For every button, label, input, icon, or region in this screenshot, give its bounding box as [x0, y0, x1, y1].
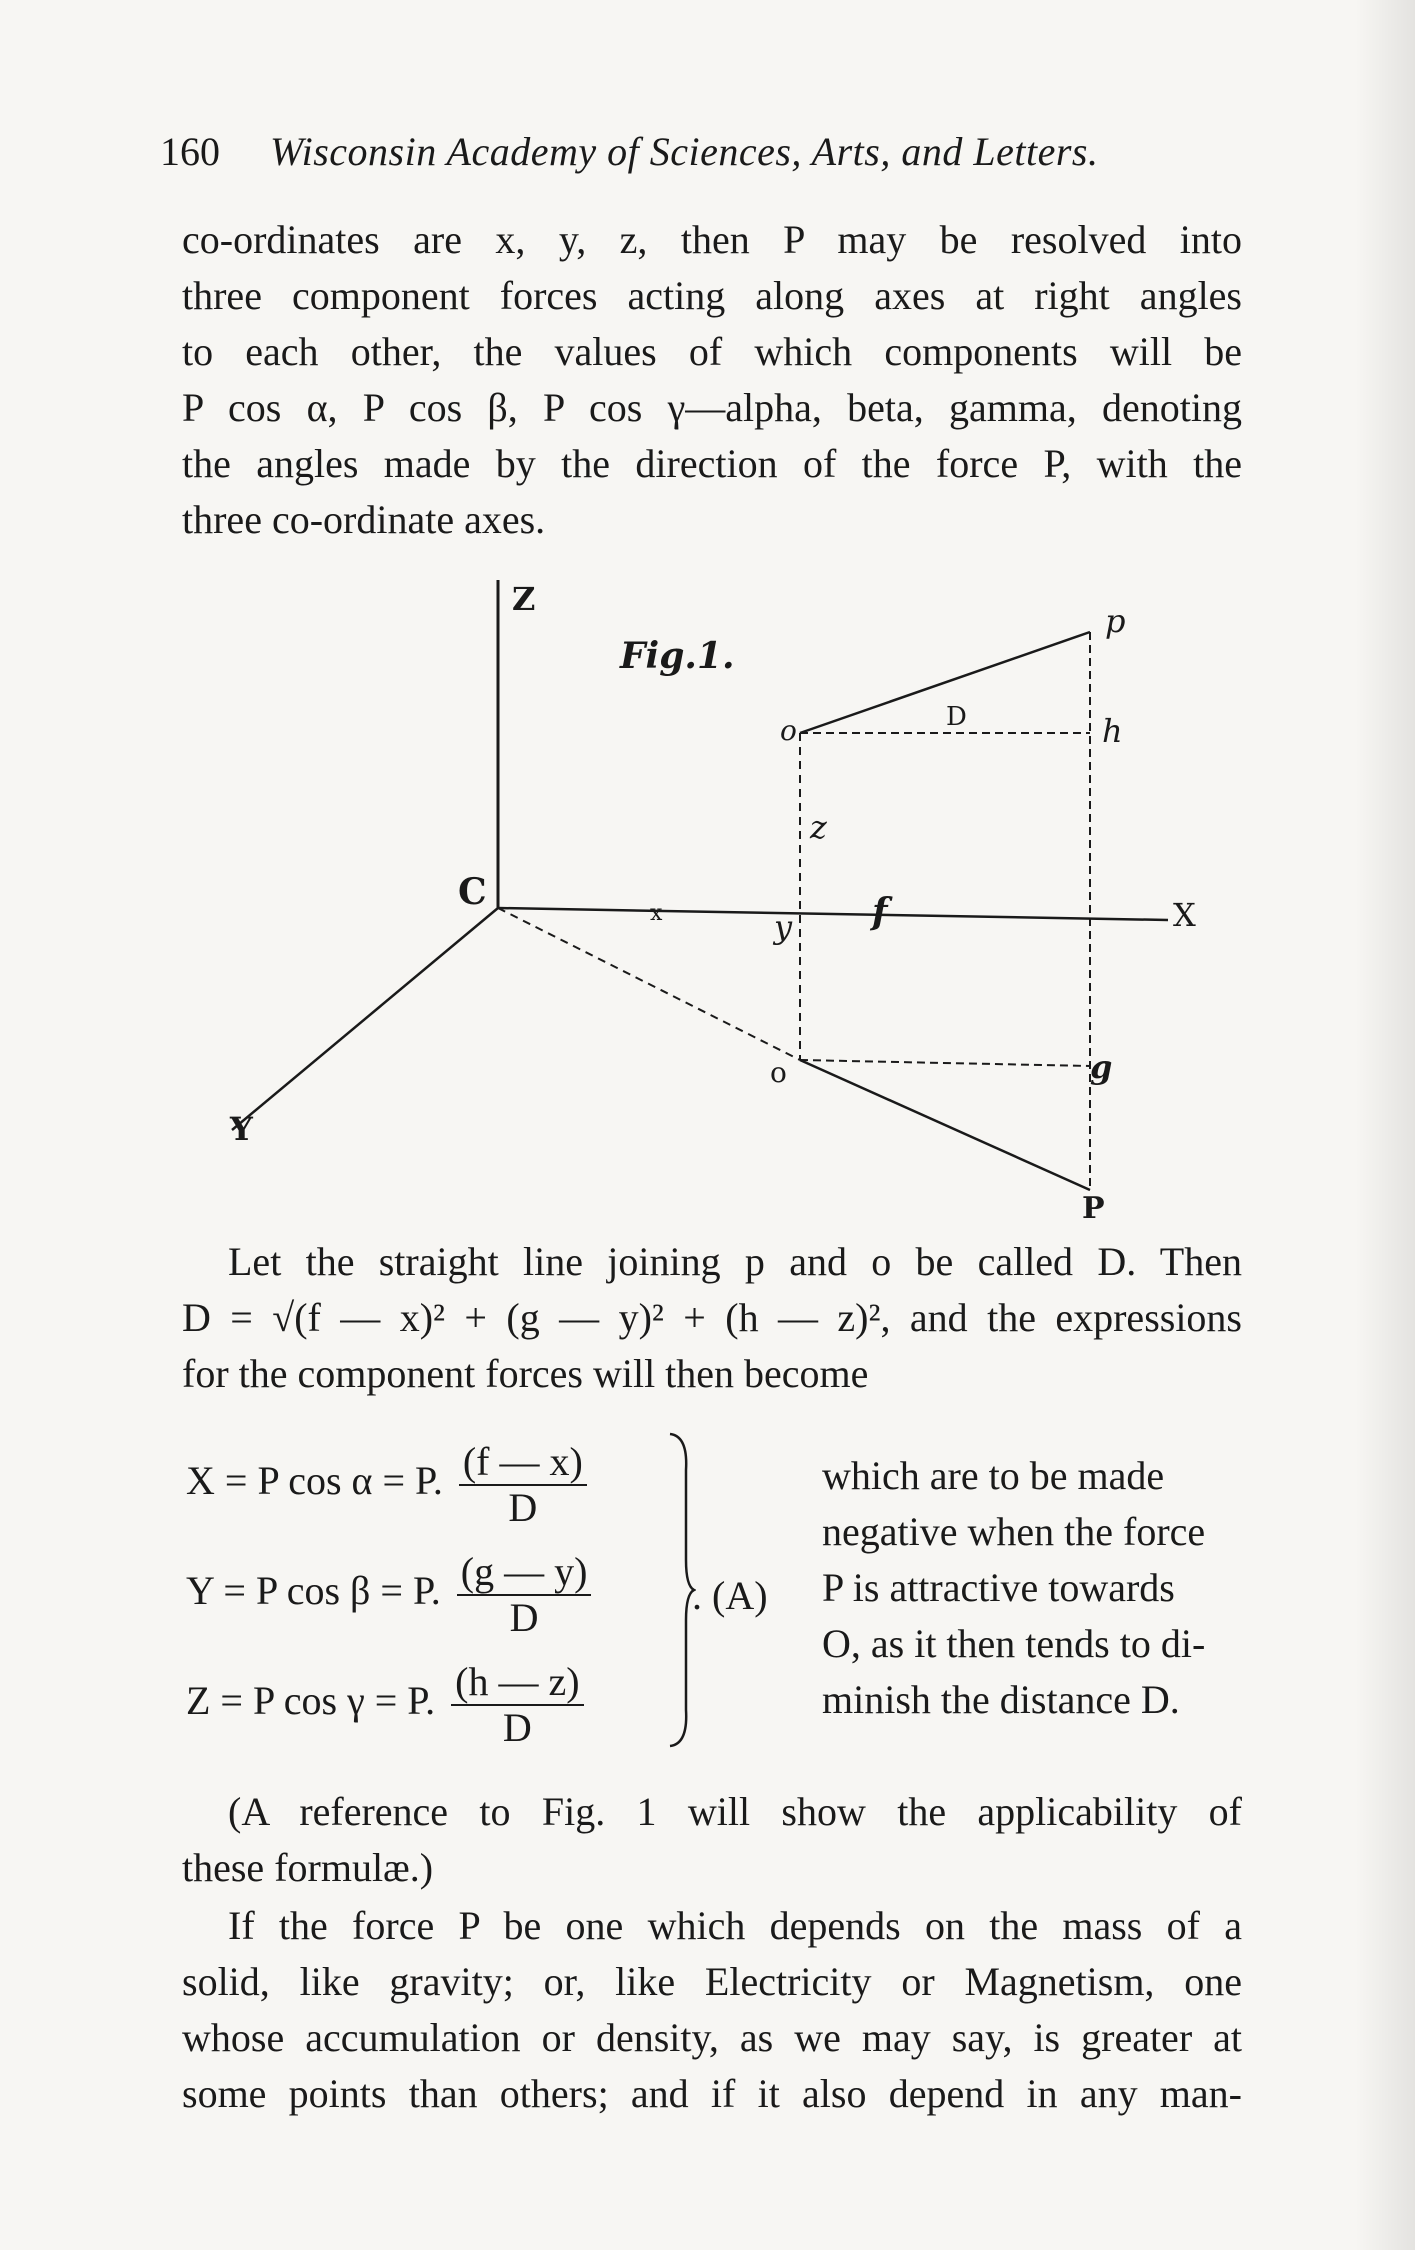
fraction-denominator: D — [502, 1705, 532, 1750]
y-axis-line — [232, 908, 498, 1130]
line-o-to-p-lower — [800, 1060, 1090, 1190]
text-line: for the component forces will then become — [182, 1351, 869, 1396]
x-axis-line — [498, 908, 1168, 920]
label-origin-c: C — [458, 871, 487, 913]
label-p-lower: P — [1082, 1191, 1105, 1226]
page-edge-shadow — [1355, 0, 1415, 2250]
text-line: three component forces acting along axes at right angles — [182, 273, 1242, 318]
fraction-numerator: (f — x) — [459, 1440, 587, 1486]
fraction-denominator: D — [509, 1595, 539, 1640]
equation-fraction — [459, 1440, 587, 1530]
label-z-axis: Z — [512, 580, 536, 618]
label-h: h — [1102, 712, 1123, 750]
equation-z — [186, 1660, 584, 1750]
label-y-small: y — [774, 908, 793, 946]
line-o-to-g — [800, 1060, 1090, 1066]
label-d: D — [946, 702, 967, 732]
text-line: D = √(f — x)² + (g — y)² + (h — z)², and the expressions — [182, 1295, 1242, 1340]
running-header — [160, 128, 1098, 175]
label-x-axis: X — [1173, 896, 1196, 934]
label-f: f — [872, 891, 888, 933]
equation-lhs: X = P cos α = P. — [186, 1458, 443, 1504]
equation-lhs: Z = P cos γ = P. — [186, 1678, 436, 1724]
label-z-small: z — [810, 808, 827, 846]
label-g: g — [1090, 1048, 1113, 1086]
equation-y — [186, 1550, 591, 1640]
fraction-numerator: (h — z) — [451, 1660, 583, 1706]
text-line: P cos α, P cos β, P cos γ—alpha, beta, gamma, denoting — [182, 385, 1242, 430]
equation-x — [186, 1440, 587, 1530]
figure-1-diagram — [220, 570, 1200, 1230]
text-line: If the force P be one which depends on the mass of a — [228, 1903, 1242, 1948]
text-line: to each other, the values of which components will be — [182, 329, 1242, 374]
text-line: the angles made by the direction of the force P, with the — [182, 441, 1242, 486]
text-line: negative when the force — [822, 1509, 1206, 1554]
text-line: P is attractive towards — [822, 1565, 1175, 1610]
text-line: three co-ordinate axes. — [182, 497, 546, 542]
paragraph-1 — [182, 212, 1242, 548]
text-line: co-ordinates are x, y, z, then P may be resolved into — [182, 217, 1242, 262]
label-x-small: x — [650, 901, 663, 926]
side-note — [822, 1448, 1252, 1728]
label-o-upper: o — [780, 714, 797, 747]
text-line: minish the distance D. — [822, 1677, 1180, 1722]
text-line: Let the straight line joining p and o be called D. Then — [228, 1239, 1242, 1284]
equation-label: . (A) — [692, 1573, 768, 1618]
line-o-to-p-upper — [800, 632, 1090, 733]
text-line: O, as it then tends to di- — [822, 1621, 1206, 1666]
label-p-upper: p — [1105, 602, 1126, 640]
running-title: Wisconsin Academy of Sciences, Arts, and Letters. — [270, 129, 1099, 174]
text-line: these formulæ.) — [182, 1845, 434, 1890]
text-line: (A reference to Fig. 1 will show the applicability of — [228, 1789, 1242, 1834]
equation-lhs: Y = P cos β = P. — [186, 1568, 441, 1614]
paragraph-3 — [182, 1784, 1242, 1896]
equation-fraction — [451, 1660, 583, 1750]
label-y-axis: Y — [230, 1110, 253, 1148]
figure-caption: Fig.1. — [620, 635, 735, 677]
paragraph-2 — [182, 1234, 1242, 1402]
projection-line-co — [498, 908, 800, 1060]
page-number: 160 — [160, 129, 220, 174]
fraction-numerator: (g — y) — [457, 1550, 592, 1596]
text-line: whose accumulation or density, as we may say, is greater at — [182, 2015, 1242, 2060]
paragraph-4 — [182, 1898, 1242, 2122]
label-o-lower: o — [770, 1056, 787, 1089]
text-line: solid, like gravity; or, like Electricity or Magnetism, one — [182, 1959, 1242, 2004]
equation-fraction — [457, 1550, 592, 1640]
text-line: which are to be made — [822, 1453, 1165, 1498]
fraction-denominator: D — [508, 1485, 538, 1530]
text-line: some points than others; and if it also depend in any man- — [182, 2071, 1242, 2116]
